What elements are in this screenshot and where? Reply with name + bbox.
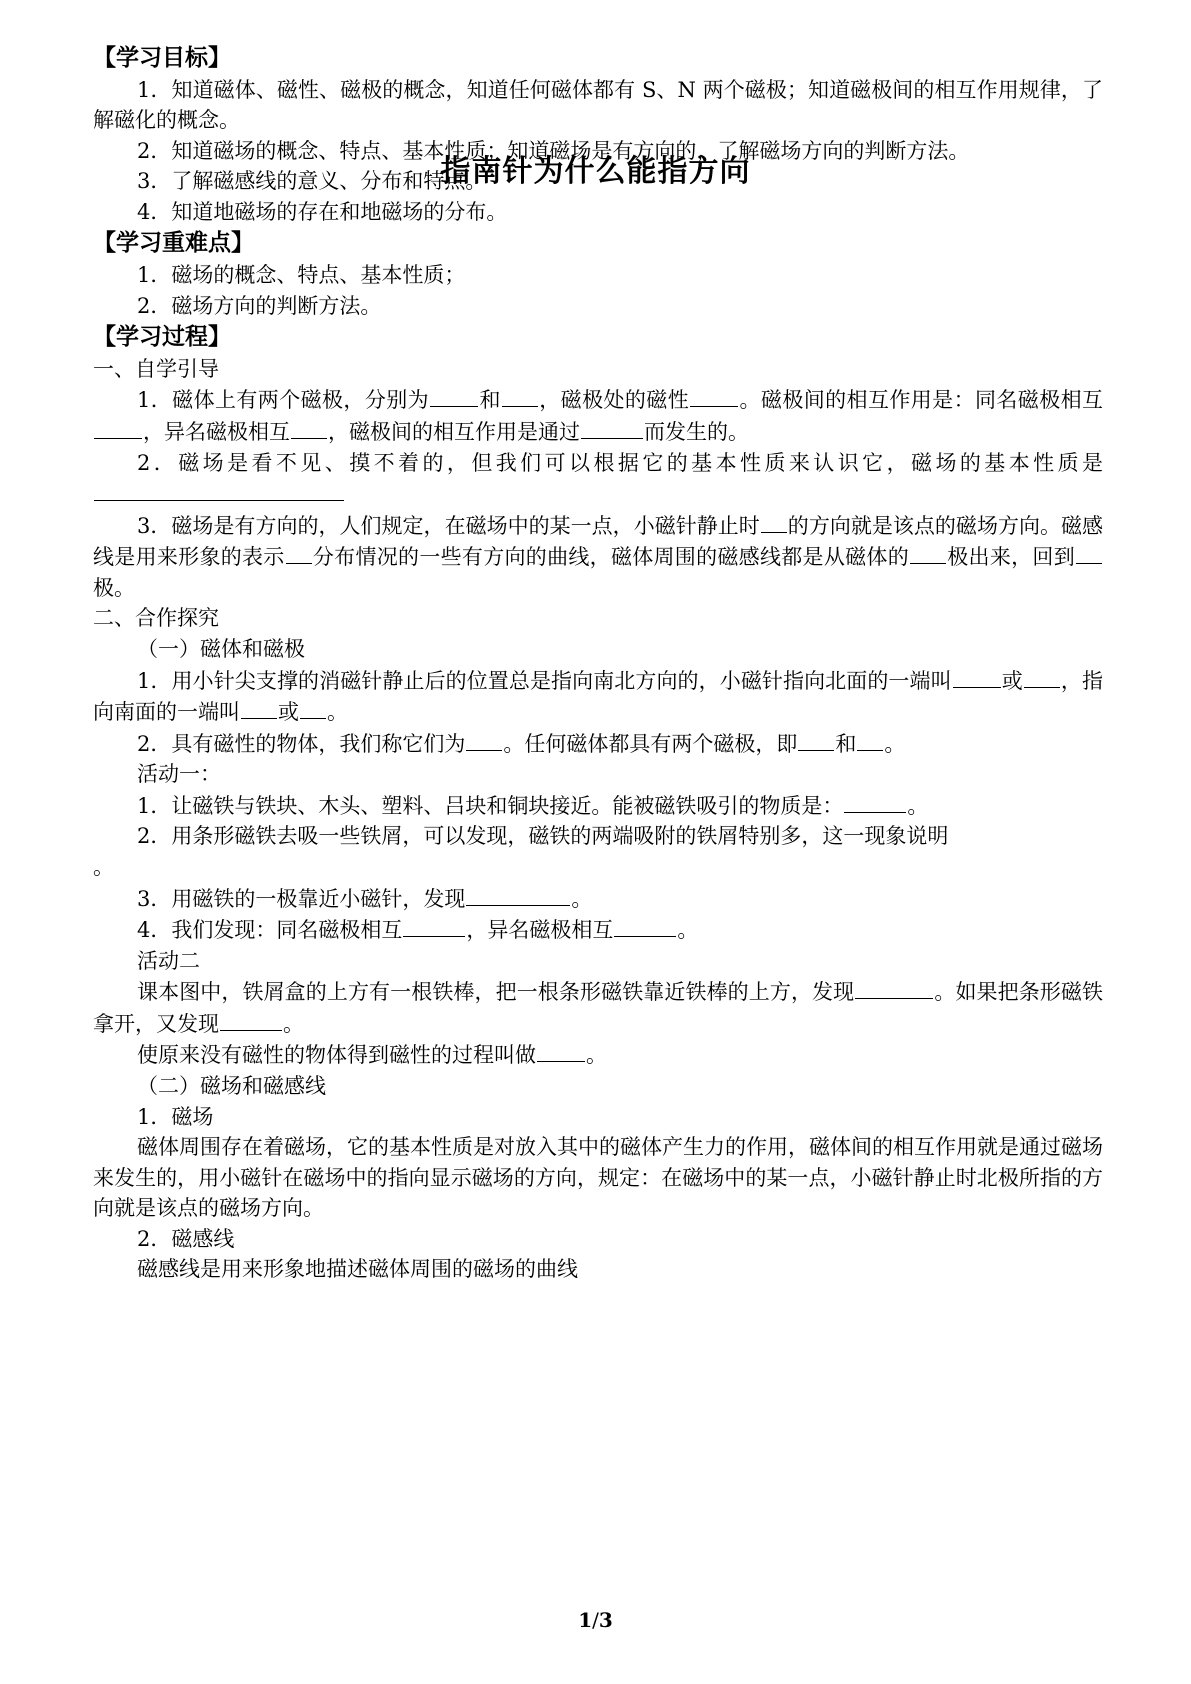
q1-text-d: 。磁极间的相互作用是：同名磁极相互 xyxy=(739,388,1104,413)
activity-one-item-2-tail: 。 xyxy=(93,854,114,879)
page-footer xyxy=(0,1608,1191,1632)
act2-p2-text-b: 。 xyxy=(586,1043,607,1068)
sub1-q2-text-c: 和 xyxy=(835,731,857,756)
act2-p1-blank-1[interactable] xyxy=(855,976,933,999)
act1-i3-blank-1[interactable] xyxy=(466,883,570,906)
key-point-item-1: 1．磁场的概念、特点、基本性质； xyxy=(137,263,466,288)
act1-i1-text-a: 1．让磁铁与铁块、木头、塑料、吕块和铜块接近。能被磁铁吸引的物质是： xyxy=(137,793,844,818)
q3-blank-4[interactable] xyxy=(1076,541,1102,564)
act1-i3-text-a: 3．用磁铁的一极靠近小磁针，发现 xyxy=(137,886,466,911)
process-part-two-label: 二、合作探究 xyxy=(93,606,219,631)
q1-blank-2[interactable] xyxy=(502,384,538,407)
act1-i4-blank-2[interactable] xyxy=(614,914,676,937)
act1-i2-text-a: 2．用条形磁铁去吸一些铁屑，可以发现，磁铁的两端吸附的铁屑特别多，这一现象说明 xyxy=(137,824,949,849)
objective-item-2: 2．知道磁场的概念、特点、基本性质；知道磁场是有方向的，了解磁场方向的判断方法。 xyxy=(137,138,970,163)
sub1-q2-blank-1[interactable] xyxy=(466,728,502,751)
sub1-q2-blank-2[interactable] xyxy=(798,728,834,751)
q1-blank-1[interactable] xyxy=(430,384,478,407)
act1-i1-blank-1[interactable] xyxy=(844,790,906,813)
sub-one-q1 xyxy=(93,665,1103,728)
process-q3 xyxy=(93,510,1103,604)
q2-text-a: 2．磁场是看不见、摸不着的，但我们可以根据它的基本性质来认识它，磁场的基本性质是 xyxy=(137,450,1103,475)
sub-two-item2-text: 磁感线是用来形象地描述磁体周围的磁场的曲线 xyxy=(137,1257,578,1282)
sub1-q1-text-d: 或 xyxy=(278,700,299,725)
q1-text-a: 1．磁体上有两个磁极，分别为 xyxy=(137,388,430,413)
sub1-q2-text-b: 。任何磁体都具有两个磁极，即 xyxy=(503,731,798,756)
act1-i4-text-b: ，异名磁极相互 xyxy=(466,918,614,943)
page-number-total: 3 xyxy=(598,1608,613,1632)
sub-two-item1-text: 磁体周围存在着磁场，它的基本性质是对放入其中的磁体产生力的作用，磁体间的相互作用就是通过磁场来发生的，用小磁针在磁场中的指向显示磁场的方向，规定：在磁场中的某一点，小磁针静止时北极所指的方向就是该点的磁场方向。 xyxy=(93,1135,1103,1221)
sub-one-q2 xyxy=(93,728,1103,760)
sub1-q2-text-a: 2．具有磁性的物体，我们称它们为 xyxy=(137,731,466,756)
act2-p2-blank-1[interactable] xyxy=(537,1039,585,1062)
title-spacer xyxy=(93,0,1103,42)
process-q1 xyxy=(93,384,1103,447)
sub1-q1-text-e: 。 xyxy=(327,700,348,725)
activity-two-paragraph-1 xyxy=(93,976,1103,1039)
process-part-one-label: 一、自学引导 xyxy=(93,356,219,381)
sub-two-label: （二）磁场和磁感线 xyxy=(137,1074,326,1099)
activity-two-paragraph-2 xyxy=(93,1039,1103,1071)
q3-text-c: 分布情况的一些有方向的曲线，磁体周围的磁感线都是从磁体的 xyxy=(312,545,909,570)
activity-one-item-4 xyxy=(93,914,1103,946)
document-body xyxy=(93,0,1103,1285)
section-heading-process: 【学习过程】 xyxy=(93,323,231,351)
process-q2 xyxy=(93,448,1103,510)
q1-blank-5[interactable] xyxy=(291,416,327,439)
sub-two-item2-label: 2．磁感线 xyxy=(137,1226,235,1251)
act2-p1-blank-2[interactable] xyxy=(220,1008,282,1031)
q3-blank-3[interactable] xyxy=(910,541,946,564)
sub1-q1-blank-2[interactable] xyxy=(1024,665,1060,688)
sub-two-item1-label: 1．磁场 xyxy=(137,1104,214,1129)
objective-item-3: 3．了解磁感线的意义、分布和特点。 xyxy=(137,169,487,194)
act1-i4-text-c: 。 xyxy=(677,918,699,943)
page-title: 指南针为什么能指方向 xyxy=(440,154,751,189)
q1-blank-3[interactable] xyxy=(690,384,738,407)
q1-text-g: 而发生的。 xyxy=(644,419,749,444)
sub1-q2-text-d: 。 xyxy=(884,731,906,756)
sub1-q1-blank-4[interactable] xyxy=(300,696,326,719)
act1-i4-text-a: 4．我们发现：同名磁极相互 xyxy=(137,918,403,943)
sub1-q1-text-a: 1．用小针尖支撑的消磁针静止后的位置总是指向南北方向的，小磁针指向北面的一端叫 xyxy=(137,668,952,693)
q1-blank-4[interactable] xyxy=(94,416,142,439)
activity-two-label: 活动二 xyxy=(137,948,200,973)
activity-one-label: 活动一： xyxy=(137,762,221,787)
q1-text-f: ，磁极间的相互作用是通过 xyxy=(328,419,580,444)
sub1-q1-blank-3[interactable] xyxy=(241,696,277,719)
key-point-item-2: 2．磁场方向的判断方法。 xyxy=(137,293,382,318)
q1-blank-6[interactable] xyxy=(581,416,643,439)
q3-text-b: 的方向就是该点的磁场方向。磁感线是用来形象的表示 xyxy=(93,513,1104,570)
page-number-current: 1 xyxy=(578,1608,593,1632)
sub1-q1-text-b: 或 xyxy=(1001,668,1023,693)
act2-p1-text-b: 。如果把条形磁铁拿开，又发现 xyxy=(93,980,1104,1036)
objective-item-1: 1．知道磁体、磁性、磁极的概念，知道任何磁体都有 S、N 两个磁极；知道磁极间的相互作用规律，了解磁化的概念。 xyxy=(93,77,1103,133)
act2-p1-text-c: 。 xyxy=(283,1011,304,1036)
q3-blank-1[interactable] xyxy=(761,510,787,533)
q3-text-a: 3．磁场是有方向的，人们规定，在磁场中的某一点，小磁针静止时 xyxy=(137,513,760,538)
q1-text-e: ，异名磁极相互 xyxy=(143,419,290,444)
q3-text-d: 极出来，回到 xyxy=(946,545,1076,570)
activity-one-item-1 xyxy=(93,790,1103,822)
act2-p1-text-a: 课本图中，铁屑盒的上方有一根铁棒，把一根条形磁铁靠近铁棒的上方，发现 xyxy=(137,980,855,1005)
q1-text-b: 和 xyxy=(479,388,501,413)
page-number-separator: / xyxy=(592,1608,599,1632)
q2-blank-1[interactable] xyxy=(94,478,344,501)
act2-p2-text-a: 使原来没有磁性的物体得到磁性的过程叫做 xyxy=(137,1043,536,1068)
sub1-q2-blank-3[interactable] xyxy=(857,728,883,751)
act1-i4-blank-1[interactable] xyxy=(403,914,465,937)
activity-one-item-3 xyxy=(93,883,1103,915)
activity-one-item-2 xyxy=(93,821,1103,852)
section-heading-objectives: 【学习目标】 xyxy=(93,44,231,71)
sub-one-label: （一）磁体和磁极 xyxy=(137,636,305,661)
q3-blank-2[interactable] xyxy=(286,541,312,564)
q3-text-e: 极。 xyxy=(93,575,135,600)
section-heading-key-points: 【学习重难点】 xyxy=(93,229,254,257)
act1-i1-text-b: 。 xyxy=(907,793,929,818)
q1-text-c: ，磁极处的磁性 xyxy=(538,388,690,413)
sub1-q1-text-c: ，指向南面的一端叫 xyxy=(93,668,1104,725)
objective-item-4: 4．知道地磁场的存在和地磁场的分布。 xyxy=(137,199,508,224)
act1-i3-text-b: 。 xyxy=(571,886,593,911)
sub1-q1-blank-1[interactable] xyxy=(953,665,1001,688)
